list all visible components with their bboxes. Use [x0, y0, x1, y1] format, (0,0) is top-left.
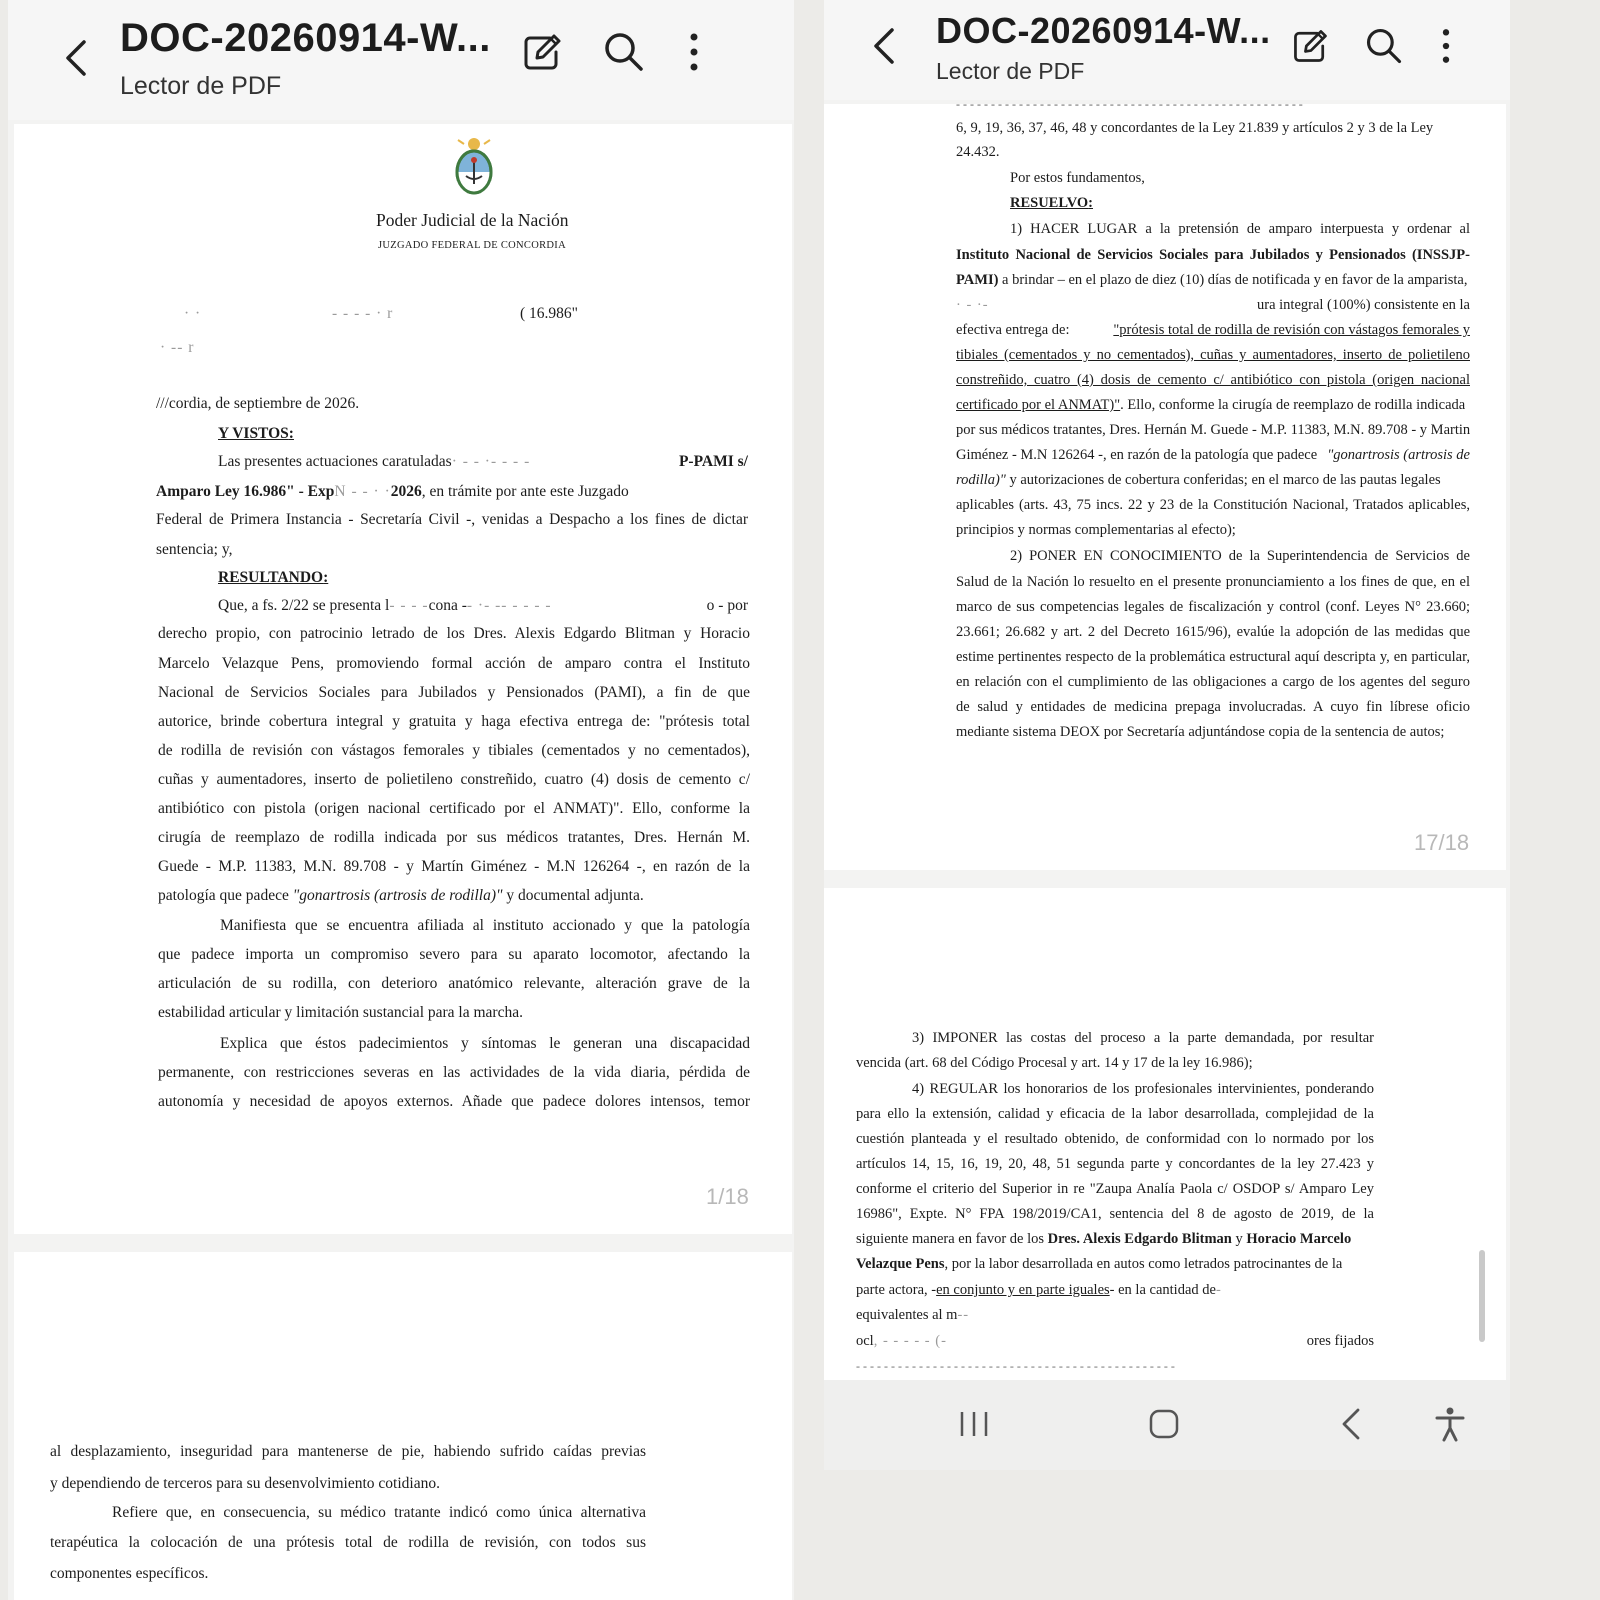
resultando-line-7: cuñas y aumentadores, inserto de polietileno constreñido, cuatro (4) dosis de cemento c/: [158, 771, 750, 788]
court-name: Poder Judicial de la Nación: [376, 210, 569, 230]
explica-line-3: autonomía y necesidad de apoyos externos. Añade que padece dolores intensos, temor: [158, 1093, 750, 1110]
document-title: DOC-20260914-W...: [936, 10, 1271, 51]
r1-line-12: aplicables (arts. 43, 75 incs. 22 y 23 de la Constitución Nacional, Tratados aplicables,: [956, 497, 1470, 513]
right-pdf-viewer: [824, 0, 1510, 1470]
accessibility-icon[interactable]: [1430, 1404, 1470, 1444]
vistos-heading: Y VISTOS:: [218, 425, 294, 442]
cut-off-line: - - - - - - - - - - - - - - - - - - - - - - - - - - - - - - - - - - - - - - - - - - - - - - - - - -: [956, 104, 1303, 111]
resultando-line-2: derecho propio, con patrocinio letrado de los Dres. Alexis Edgardo Blitman y Horacio: [158, 625, 750, 642]
back-arrow-icon[interactable]: [58, 38, 98, 78]
r2-line-6: en relación con el cumplimiento de las obligaciones a cargo de los agentes del seguro: [956, 674, 1470, 690]
recent-apps-icon[interactable]: [954, 1404, 994, 1444]
page-number: 17/18: [1414, 830, 1470, 855]
back-arrow-icon[interactable]: [866, 26, 906, 66]
place-date: ///cordia, de septiembre de 2026.: [156, 395, 360, 412]
case-reference: ( 16.986": [520, 305, 578, 322]
r1-line-9: por sus médicos tratantes, Dres. Hernán M. Guede - M.P. 11383, M.N. 89.708 - y Martin: [956, 422, 1471, 438]
explica-line-2: permanente, con restricciones severas en las actividades de la vida diaria, pérdida de: [158, 1064, 750, 1081]
resultando-line-3: Marcelo Velazque Pens, promoviendo formal acción de amparo contra el Instituto: [158, 655, 750, 672]
edit-icon[interactable]: [1290, 26, 1330, 66]
document-title: DOC-20260914-W...: [120, 16, 491, 60]
resultando-line-10: Guede - M.P. 11383, M.N. 89.708 - y Martín Giménez - M.N 126264 -, en razón de la: [158, 858, 750, 875]
r1-line-4: · - ·- ura integral (100%) consistente en la: [956, 297, 1470, 313]
resultando-heading: RESULTANDO:: [218, 569, 329, 586]
app-subtitle: Lector de PDF: [936, 58, 1085, 84]
page2-line-1: al desplazamiento, inseguridad para mantenerse de pie, habiendo sufrido caídas previas: [50, 1443, 646, 1460]
pdf-page-2: [14, 1252, 792, 1600]
app-subtitle: Lector de PDF: [120, 72, 282, 100]
r4-line-6: 16986", Expte. N° FPA 198/2019/CA1, sentencia del 8 de agosto de 2019, de la: [856, 1206, 1374, 1222]
r4-line-9: parte actora, -en conjunto y en parte iguales- en la cantidad de-: [856, 1282, 1222, 1298]
vistos-line-3: Federal de Primera Instancia - Secretaría Civil -, venidas a Despacho a los fines de dictar: [156, 511, 748, 528]
home-icon[interactable]: [1144, 1404, 1184, 1444]
redacted-text: · ·: [184, 305, 202, 322]
app-bar: [824, 0, 1510, 100]
r1-line-8: certificado por el ANMAT)". Ello, conforme la cirugía de reemplazo de rodilla indicada: [956, 397, 1466, 413]
r4-line-5: conforme el criterio del Superior in re "Zaupa Analía Paola c/ OSDOP s/ Amparo Ley: [856, 1181, 1374, 1197]
r2-line-4: 23.661; 26.682 y art. 2 del Decreto 1615/96), evalúe la adopción de las medidas que: [956, 624, 1470, 640]
top-line-2: 24.432.: [956, 144, 1000, 160]
coat-of-arms-emblem: [452, 136, 496, 198]
system-navigation-bar: [824, 1380, 1510, 1470]
fundamentos: Por estos fundamentos,: [1010, 170, 1145, 186]
resultando-line-9: cirugía de reemplazo de rodilla indicada por sus médicos tratantes, Dres. Hernán M.: [158, 829, 750, 846]
vistos-line-2: Amparo Ley 16.986" - ExpN - - · ·2026, en trámite por ante este Juzgado: [156, 483, 629, 500]
r4-line-8: Velazque Pens, por la labor desarrollada en autos como letrados patrocinantes de la: [856, 1256, 1343, 1272]
resuelvo-heading: RESUELVO:: [1010, 195, 1093, 211]
left-pdf-viewer: [8, 0, 794, 1600]
manifiesta-line-2: que padece importa un compromiso severo para su aparato locomotor, afectando la: [158, 946, 750, 963]
edit-icon[interactable]: [520, 30, 564, 74]
r1-line-2: Instituto Nacional de Servicios Sociales para Jubilados y Pensionados (INSSJP-: [956, 247, 1470, 263]
manifiesta-line-3: articulación de su rodilla, con deterioro anatómico relevante, alteración grave de la: [158, 975, 750, 992]
r2-line-2: Salud de la Nación lo resuelto en el presente pronunciamiento a los fines de que, en el: [956, 574, 1470, 590]
manifiesta-line-4: estabilidad articular y limitación sustancial para la marcha.: [158, 1004, 523, 1021]
r1-line-6: tibiales (cementados y no cementados), cuñas y aumentadores, inserto de polietileno: [956, 347, 1470, 363]
page2-line-2: y dependiendo de terceros para su desenvolvimiento cotidiano.: [50, 1475, 440, 1492]
scrollbar-thumb[interactable]: [1479, 1250, 1485, 1342]
pdf-page-1: [14, 124, 792, 1234]
r1-line-7: constreñido, cuatro (4) dosis de cemento c/ antibiótico con pistola (origen nacional: [956, 372, 1470, 388]
vistos-line-4: sentencia; y,: [156, 541, 233, 558]
r4-line-3: cuestión planteada y el resultado obtenido, de conformidad con lo normado por los: [856, 1131, 1374, 1147]
r4-line-7: siguiente manera en favor de los Dres. Alexis Edgardo Blitman y Horacio Marcelo: [856, 1231, 1352, 1247]
pdf-page-17: [824, 104, 1506, 870]
page2-line-5: componentes específicos.: [50, 1565, 209, 1582]
vistos-line-1: Las presentes actuaciones caratuladas· - - ·- - - - P-PAMI s/: [218, 453, 748, 470]
redacted-text: · -- r: [160, 339, 195, 356]
redacted-text: - - - - · r: [332, 305, 394, 322]
more-options-icon[interactable]: [1426, 26, 1466, 66]
resultando-line-8: antibiótico con pistola (origen nacional certificado por el ANMAT)". Ello, conforme la: [158, 800, 750, 817]
r2-line-3: marco de sus competencias legales de fiscalización y control (conf. Leyes N° 23.660;: [956, 599, 1470, 615]
r1-line-11: rodilla)" y autorizaciones de cobertura conferidas; en el marco de las pautas legales: [956, 472, 1441, 488]
r4-line-2: para ello la extensión, calidad y eficacia de la labor desarrollada, complejidad de la: [856, 1106, 1374, 1122]
r1-line-13: principios y normas complementarias al efecto);: [956, 522, 1236, 538]
r2-line-5: estime pertinentes respecto de la problemática estructural aquí descripta y, en particular,: [956, 649, 1470, 665]
r1-line-1: 1) HACER LUGAR a la pretensión de amparo interpuesta y ordenar al: [1010, 221, 1470, 237]
pdf-page-18: [824, 888, 1506, 1388]
resultando-line-4: Nacional de Servicios Sociales para Jubilados y Pensionados (PAMI), a fin de que: [158, 684, 750, 701]
app-bar: [8, 0, 794, 120]
r2-line-1: 2) PONER EN CONOCIMIENTO de la Superintendencia de Servicios de: [1010, 548, 1470, 564]
r3-line-2: vencida (art. 68 del Código Procesal y art. 14 y 17 de la ley 16.986);: [856, 1055, 1253, 1071]
r2-line-7: de salud y entidades de medicina prepaga involucradas. A cuyo fin líbrese oficio: [956, 699, 1470, 715]
r2-line-8: mediante sistema DEOX por Secretaría adjuntándose copia de la sentencia de autos;: [956, 724, 1445, 740]
explica-line-1: Explica que éstos padecimientos y síntomas le generan una discapacidad: [220, 1035, 750, 1052]
r4-line-10: equivalentes al m--: [856, 1307, 970, 1323]
r3-line-1: 3) IMPONER las costas del proceso a la parte demandada, por resultar: [912, 1030, 1374, 1046]
resultando-line-1: Que, a fs. 2/22 se presenta l- - - -cona -- ·- -- - - - - o - por: [218, 597, 748, 614]
resultando-line-5: autorice, brinde cobertura integral y gratuita y haga efectiva entrega de: "prótesis total: [158, 713, 750, 730]
resultando-line-11: patología que padece "gonartrosis (artrosis de rodilla)" y documental adjunta.: [158, 887, 644, 904]
page2-line-4: terapéutica la colocación de una prótesis total de rodilla de revisión, con todos sus: [50, 1534, 646, 1551]
r1-line-10: Giménez - M.N 126264 -, en razón de la patología que padece "gonartrosis (artrosis de: [956, 447, 1470, 463]
page2-line-3: Refiere que, en consecuencia, su médico tratante indicó como única alternativa: [112, 1504, 646, 1521]
manifiesta-line-1: Manifiesta que se encuentra afiliada al instituto accionado y que la patología: [220, 917, 750, 934]
r4-line-1: 4) REGULAR los honorarios de los profesionales intervinientes, ponderando: [912, 1081, 1374, 1097]
back-nav-icon[interactable]: [1332, 1404, 1372, 1444]
page-number: 1/18: [706, 1184, 749, 1209]
court-subtitle: JUZGADO FEDERAL DE CONCORDIA: [378, 240, 566, 251]
search-icon[interactable]: [602, 30, 646, 74]
cut-off-line: - - - - - - - - - - - - - - - - - - - - - - - - - - - - - - - - - - - - - - - - - - - - - -: [856, 1359, 1175, 1373]
resultando-line-6: de rodilla de revisión con vástagos femorales y tibiales (cementados y no cementados),: [158, 742, 750, 759]
r4-line-4: artículos 14, 15, 16, 19, 20, 48, 51 segunda parte y concordantes de la ley 27.423 y: [856, 1156, 1374, 1172]
more-options-icon[interactable]: [672, 30, 716, 74]
top-line-1: 6, 9, 19, 36, 37, 46, 48 y concordantes de la Ley 21.839 y artículos 2 y 3 de la Ley: [956, 120, 1434, 136]
r4-line-11: ocl, - - - - - (- ores fijados: [856, 1333, 1374, 1349]
r1-line-3: PAMI) a brindar – en el plazo de diez (10) días de notificada y en favor de la amparista,: [956, 272, 1468, 288]
search-icon[interactable]: [1364, 26, 1404, 66]
r1-line-5: efectiva entrega de: "prótesis total de rodilla de revisión con vástagos femorales y: [956, 322, 1470, 338]
